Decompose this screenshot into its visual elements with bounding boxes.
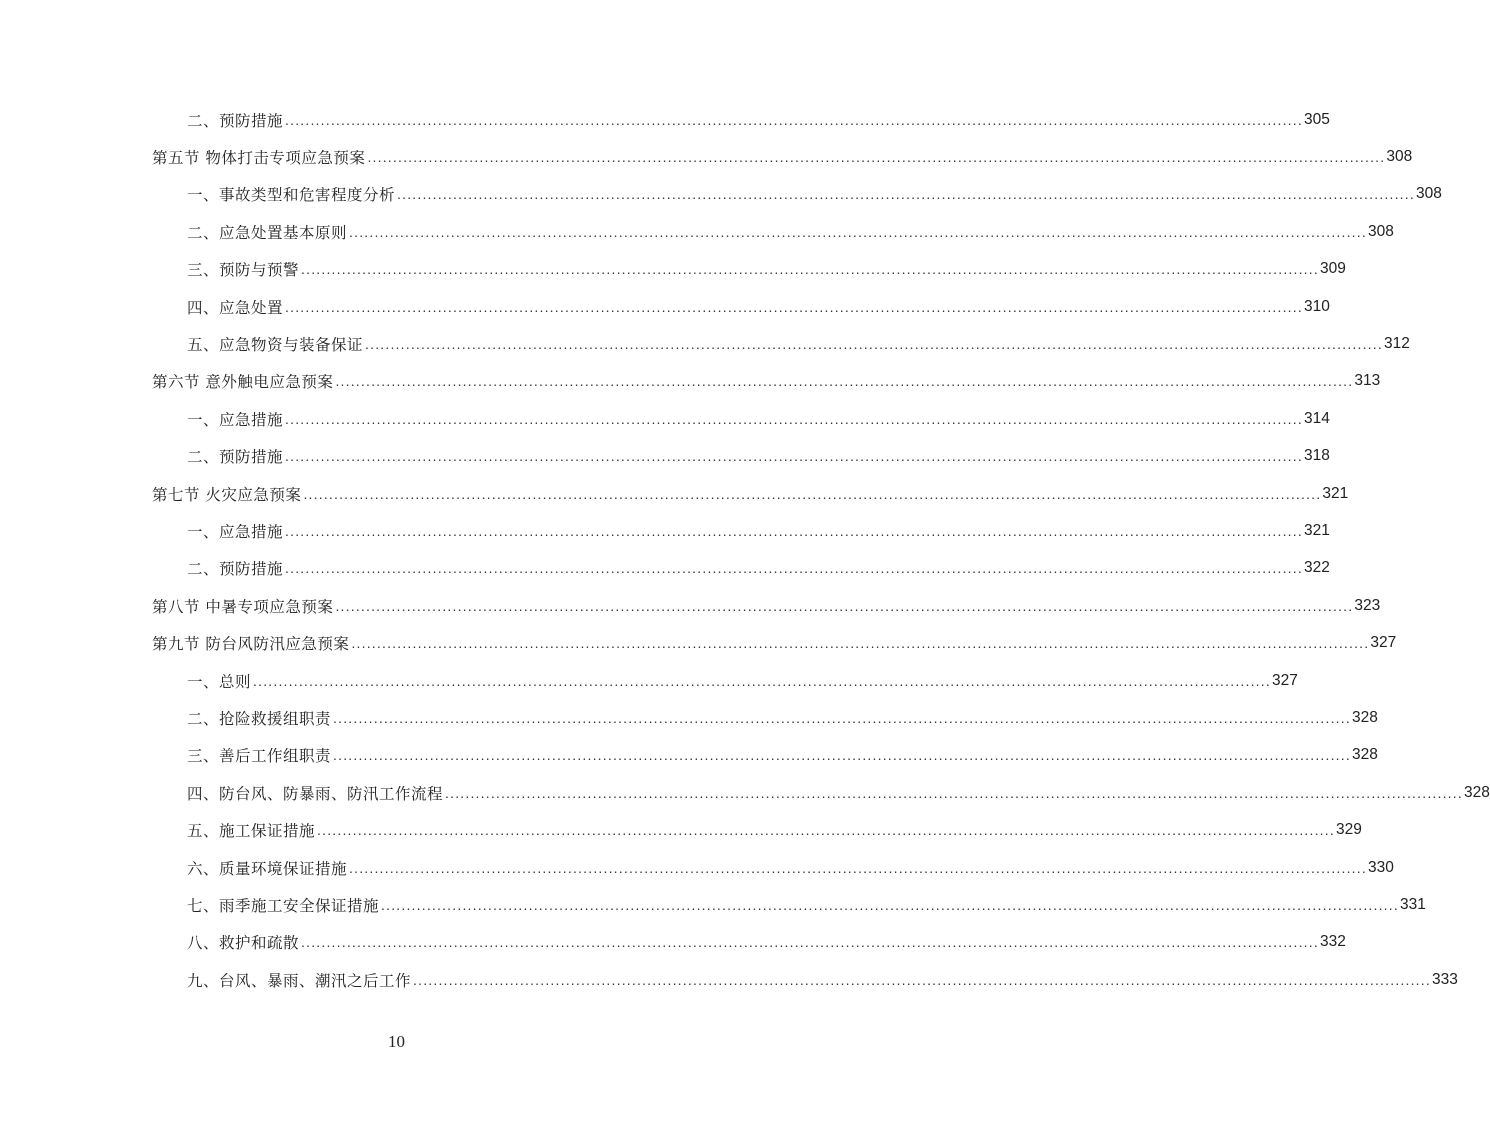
toc-entry-page: 308 xyxy=(1386,148,1413,166)
toc-subsection-entry[interactable] xyxy=(152,101,1330,138)
toc-section-entry[interactable] xyxy=(152,138,1413,175)
toc-entry-label: 二、预防措施 xyxy=(187,448,284,467)
toc-entry-page: 329 xyxy=(1335,821,1362,839)
toc-subsection-entry[interactable] xyxy=(152,213,1394,250)
dot-leader: ........................................................................................................................................................................................................ xyxy=(367,149,1386,166)
dot-leader: ........................................................................................................................................................................................................ xyxy=(381,896,1399,913)
dot-leader: ........................................................................................................................................................................................................ xyxy=(333,747,1351,764)
toc-entry-page: 314 xyxy=(1303,409,1330,427)
toc-entry-page: 312 xyxy=(1383,335,1410,353)
toc-subsection-entry[interactable] xyxy=(152,811,1362,848)
toc-entry-page: 327 xyxy=(1271,671,1298,689)
dot-leader: ........................................................................................................................................................................................................ xyxy=(285,298,1303,315)
toc-subsection-entry[interactable] xyxy=(152,176,1442,213)
toc-entry-label: 二、预防措施 xyxy=(187,560,284,579)
toc-entry-label: 第七节 火灾应急预案 xyxy=(152,485,302,504)
toc-entry-page: 308 xyxy=(1367,222,1394,240)
toc-entry-page: 328 xyxy=(1351,708,1378,726)
toc-entry-label: 一、总则 xyxy=(187,672,252,691)
toc-entry-page: 321 xyxy=(1303,521,1330,539)
dot-leader: ........................................................................................................................................................................................................ xyxy=(301,261,1319,278)
toc-entry-label: 三、预防与预警 xyxy=(187,261,300,280)
toc-entry-page: 332 xyxy=(1319,933,1346,951)
toc-entry-label: 二、应急处置基本原则 xyxy=(187,223,348,242)
toc-entry-label: 五、应急物资与装备保证 xyxy=(187,336,364,355)
toc-entry-label: 四、应急处置 xyxy=(187,298,284,317)
dot-leader: ........................................................................................................................................................................................................ xyxy=(285,448,1303,465)
toc-subsection-entry[interactable] xyxy=(152,924,1346,961)
toc-subsection-entry[interactable] xyxy=(152,774,1490,811)
toc-subsection-entry[interactable] xyxy=(152,737,1378,774)
toc-entry-page: 323 xyxy=(1354,596,1381,614)
dot-leader: ........................................................................................................................................................................................................ xyxy=(349,223,1367,240)
dot-leader: ........................................................................................................................................................................................................ xyxy=(285,522,1303,539)
toc-entry-label: 七、雨季施工安全保证措施 xyxy=(187,896,380,915)
table-of-contents xyxy=(152,101,1490,998)
dot-leader: ........................................................................................................................................................................................................ xyxy=(333,709,1351,726)
dot-leader: ........................................................................................................................................................................................................ xyxy=(365,336,1383,353)
page-number: 10 xyxy=(388,1032,405,1051)
dot-leader: ........................................................................................................................................................................................................ xyxy=(351,635,1370,652)
toc-entry-page: 327 xyxy=(1370,634,1397,652)
dot-leader: ........................................................................................................................................................................................................ xyxy=(335,597,1354,614)
toc-subsection-entry[interactable] xyxy=(152,849,1394,886)
toc-entry-page: 331 xyxy=(1399,895,1426,913)
toc-entry-page: 330 xyxy=(1367,858,1394,876)
toc-entry-page: 305 xyxy=(1303,110,1330,128)
dot-leader: ........................................................................................................................................................................................................ xyxy=(253,672,1271,689)
toc-entry-page: 310 xyxy=(1303,297,1330,315)
toc-subsection-entry[interactable] xyxy=(152,699,1378,736)
toc-entry-label: 四、防台风、防暴雨、防汛工作流程 xyxy=(187,784,444,803)
toc-entry-page: 309 xyxy=(1319,260,1346,278)
dot-leader: ........................................................................................................................................................................................................ xyxy=(301,934,1319,951)
toc-entry-page: 328 xyxy=(1351,746,1378,764)
toc-entry-label: 第六节 意外触电应急预案 xyxy=(152,373,334,392)
toc-entry-page: 321 xyxy=(1322,484,1349,502)
dot-leader: ........................................................................................................................................................................................................ xyxy=(349,859,1367,876)
toc-entry-label: 五、施工保证措施 xyxy=(187,822,316,841)
toc-entry-label: 第九节 防台风防汛应急预案 xyxy=(152,635,350,654)
toc-entry-page: 313 xyxy=(1354,372,1381,390)
toc-section-entry[interactable] xyxy=(152,475,1349,512)
toc-subsection-entry[interactable] xyxy=(152,438,1330,475)
toc-entry-label: 一、应急措施 xyxy=(187,410,284,429)
dot-leader: ........................................................................................................................................................................................................ xyxy=(303,485,1322,502)
toc-subsection-entry[interactable] xyxy=(152,400,1330,437)
toc-section-entry[interactable] xyxy=(152,624,1397,661)
toc-entry-label: 第五节 物体打击专项应急预案 xyxy=(152,149,366,168)
toc-section-entry[interactable] xyxy=(152,587,1381,624)
toc-entry-page: 328 xyxy=(1463,783,1490,801)
toc-subsection-entry[interactable] xyxy=(152,662,1298,699)
dot-leader: ........................................................................................................................................................................................................ xyxy=(285,560,1303,577)
toc-entry-page: 333 xyxy=(1431,970,1458,988)
toc-entry-label: 二、抢险救援组职责 xyxy=(187,709,332,728)
toc-subsection-entry[interactable] xyxy=(152,886,1426,923)
toc-entry-label: 二、预防措施 xyxy=(187,111,284,130)
toc-entry-label: 一、应急措施 xyxy=(187,522,284,541)
toc-subsection-entry[interactable] xyxy=(152,288,1330,325)
toc-entry-label: 一、事故类型和危害程度分析 xyxy=(187,186,396,205)
dot-leader: ........................................................................................................................................................................................................ xyxy=(317,822,1335,839)
toc-subsection-entry[interactable] xyxy=(152,550,1330,587)
toc-subsection-entry[interactable] xyxy=(152,325,1410,362)
dot-leader: ........................................................................................................................................................................................................ xyxy=(335,373,1354,390)
toc-subsection-entry[interactable] xyxy=(152,961,1458,998)
toc-entry-label: 九、台风、暴雨、潮汛之后工作 xyxy=(187,971,412,990)
dot-leader: ........................................................................................................................................................................................................ xyxy=(397,186,1415,203)
toc-entry-label: 六、质量环境保证措施 xyxy=(187,859,348,878)
toc-entry-label: 三、善后工作组职责 xyxy=(187,747,332,766)
toc-subsection-entry[interactable] xyxy=(152,251,1346,288)
toc-entry-label: 八、救护和疏散 xyxy=(187,934,300,953)
dot-leader: ........................................................................................................................................................................................................ xyxy=(445,784,1463,801)
toc-entry-page: 322 xyxy=(1303,559,1330,577)
toc-subsection-entry[interactable] xyxy=(152,512,1330,549)
toc-entry-page: 318 xyxy=(1303,447,1330,465)
toc-entry-label: 第八节 中暑专项应急预案 xyxy=(152,597,334,616)
dot-leader: ........................................................................................................................................................................................................ xyxy=(413,971,1431,988)
dot-leader: ........................................................................................................................................................................................................ xyxy=(285,111,1303,128)
dot-leader: ........................................................................................................................................................................................................ xyxy=(285,410,1303,427)
toc-entry-page: 308 xyxy=(1415,185,1442,203)
toc-section-entry[interactable] xyxy=(152,363,1381,400)
